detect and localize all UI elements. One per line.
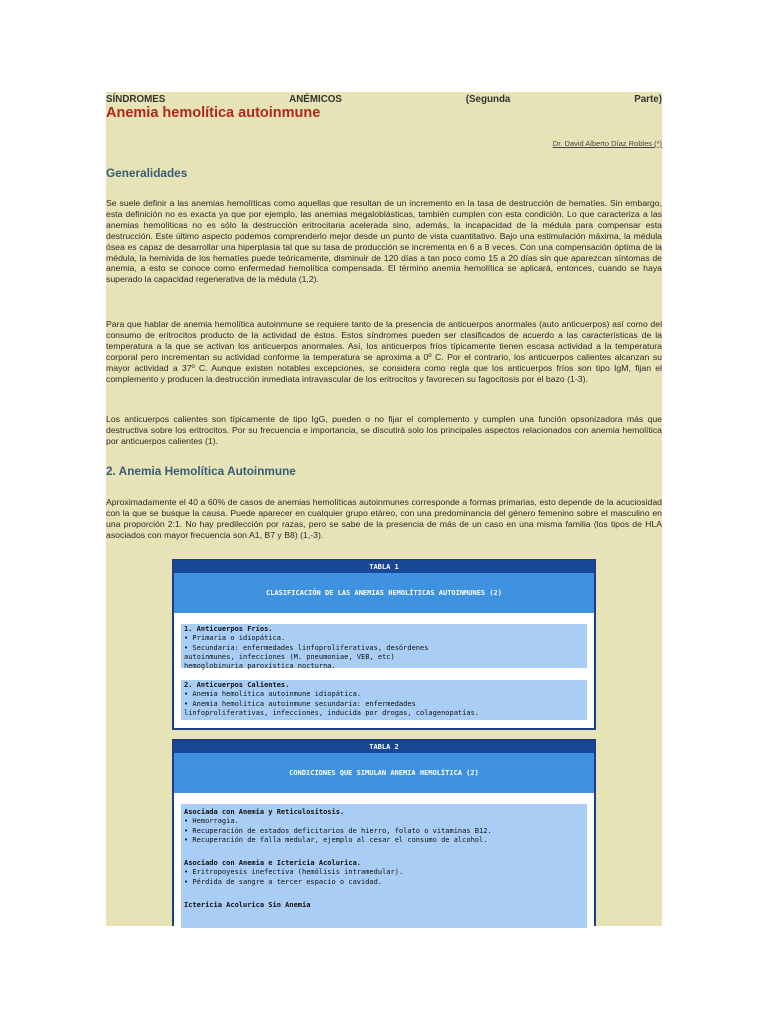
paragraph: Aproximadamente el 40 a 60% de casos de anemias hemolíticas autoinmunes corresponde a formas primarias, esto depende de la acuciosidad con la que se busque la causa. Puede aparecer en cualquier grupo etáreo, con una predominancia del género femenino sobre el masculino en una proporción 2:1. No hay predilección por razas, pero se sabe de la presencia de más de un caso en una misma familia (los tipos de HLA asociados con mayor frecuencia son A1, B7 y B8) (1,-3). [106, 497, 662, 540]
table-1 [172, 559, 596, 730]
series-word: Parte) [634, 94, 662, 105]
section-heading-autoinmune: 2. Anemia Hemolítica Autoinmune [106, 464, 296, 478]
group-line: hemoglobinuria paroxística nocturna. [184, 662, 336, 671]
series-word: (Segunda [465, 94, 511, 105]
section-heading-generalidades: Generalidades [106, 166, 188, 180]
group-title: 2. Anticuerpos Calientes. [184, 681, 290, 689]
table-1-label: TABLA 1 [174, 561, 594, 573]
group-line: linfoproliferativas, infecciones, inducida por drogas, colagenopatías. [184, 708, 480, 717]
group-line: • Eritropoyesis inefectiva (hemólisis intramedular). [184, 868, 404, 877]
group-line: • Recuperación de falla medular, ejemplo al cesar el consumo de alcohol. [184, 835, 488, 844]
group-line: • Secundaria: enfermedades linfoproliferativas, desórdenes [184, 643, 429, 652]
paragraph: Se suele definir a las anemias hemolíticas como aquellas que resultan de un incremento en la tasa de destrucción de hematíes. Sin embargo, esta definición no es exacta ya que por ejemplo, las anemias megaloblásticas, también cumplen con esta condición. Lo que caracteriza a las anemias hemolíticas no es sólo la destrucción eritrocitaria acelerada sino, además, la incapacidad de la médula para compensar esta destrucción. Este último aspecto podemos comprenderlo mejor desde un punto de vista cuantitativo. Bajo una estimulación máxima, la médula ósea es capaz de desarrollar una hiperplasia tal que su tasa de producción se incrementa en 6 a 8 veces. Con una compensación óptima de la médula, la hemivida de los hematíes puede teóricamente, disminuir de 120 días a tan poco como 15 a 20 días sin que aparezcan síntomas de anemia, a esto se conoce como enfermedad hemolítica compensada. El término anemia hemolítica se aplicará, entonces, cuando se haya superado la capacidad regenerativa de la médula (1,2). [106, 198, 662, 285]
group-line: • Anemia hemolítica autoinmune idiopática. [184, 690, 362, 699]
group-title: 1. Anticuerpos Fríos. [184, 625, 273, 633]
table-2-heading: CONDICIONES QUE SIMULAN ANEMIA HEMOLÍTICA (2) [174, 753, 594, 793]
group-title: Asociado con Anemia e Ictericia Acolurica. [184, 859, 362, 868]
paragraph: Para que hablar de anemia hemolítica autoinmune se requiere tanto de la presencia de anticuerpos anormales (auto anticuerpos) así como del consumo de eritrocitos producto de la actividad de éstos. Estos síndromes pueden ser clasificados de acuerdo a las características de la temperatura a la que se activan los anticuerpos anormales. Así, los anticuerpos fríos típicamente tienen escasa actividad a la temperatura corporal pero incrementan su actividad conforme la temperatura se aproxima a 0º C. Por el contrario, los anticuerpos calientes alcanzan su mayor actividad a 37º C. Aunque existen notables excepciones, se considera como regla que los anticuerpos fríos son tipo IgM, fijan el complemento y producen la destrucción inmediata intravascular de los eritrocitos y favorecen su fagocitosis por el bazo (1-3). [106, 319, 662, 384]
table-1-group-frios [181, 624, 587, 671]
table-1-group-calientes [181, 680, 587, 720]
series-word: SÍNDROMES [106, 94, 166, 105]
document-title: Anemia hemolítica autoinmune [106, 105, 321, 121]
table-2-label: TABLA 2 [174, 741, 594, 753]
table-2 [172, 739, 596, 926]
group-line: autoinmunes, infecciones (M. pneumoniae, VEB, etc) [184, 652, 395, 661]
author-link[interactable]: Dr. David Alberto Díaz Robles (*) [552, 139, 662, 148]
group-line: • Primaria o idiopática. [184, 634, 286, 643]
table-1-heading: CLASIFICACIÓN DE LAS ANEMIAS HEMOLÍTICAS AUTOINMUNES (2) [174, 573, 594, 613]
series-word: ANÉMICOS [289, 94, 342, 105]
group-line: • Hemorragia. [184, 817, 239, 826]
group-title: Ictericia Acolurica Sin Anemia [184, 901, 311, 910]
paragraph: Los anticuerpos calientes son típicamente de tipo IgG, pueden o no fijar el complemento y cumplen una función opsonizadora más que destructiva sobre los eritrocitos. Por su frecuencia e importancia, se discutirá solo los principales aspectos relacionados con anemia hemolítica por anticuerpos calientes (1). [106, 414, 662, 446]
table-2-content [181, 804, 587, 928]
group-line: • Pérdida de sangre a tercer espacio o cavidad. [184, 877, 383, 886]
group-line: • Recuperación de estados deficitarios de hierro, folato o vitaminas B12. [184, 826, 492, 835]
document-page [106, 92, 662, 926]
group-title: Asociada con Anemia y Reticulositosis. [184, 808, 345, 816]
group-line: • Anemia hemolítica autoinmune secundaria: enfermedades [184, 699, 416, 708]
